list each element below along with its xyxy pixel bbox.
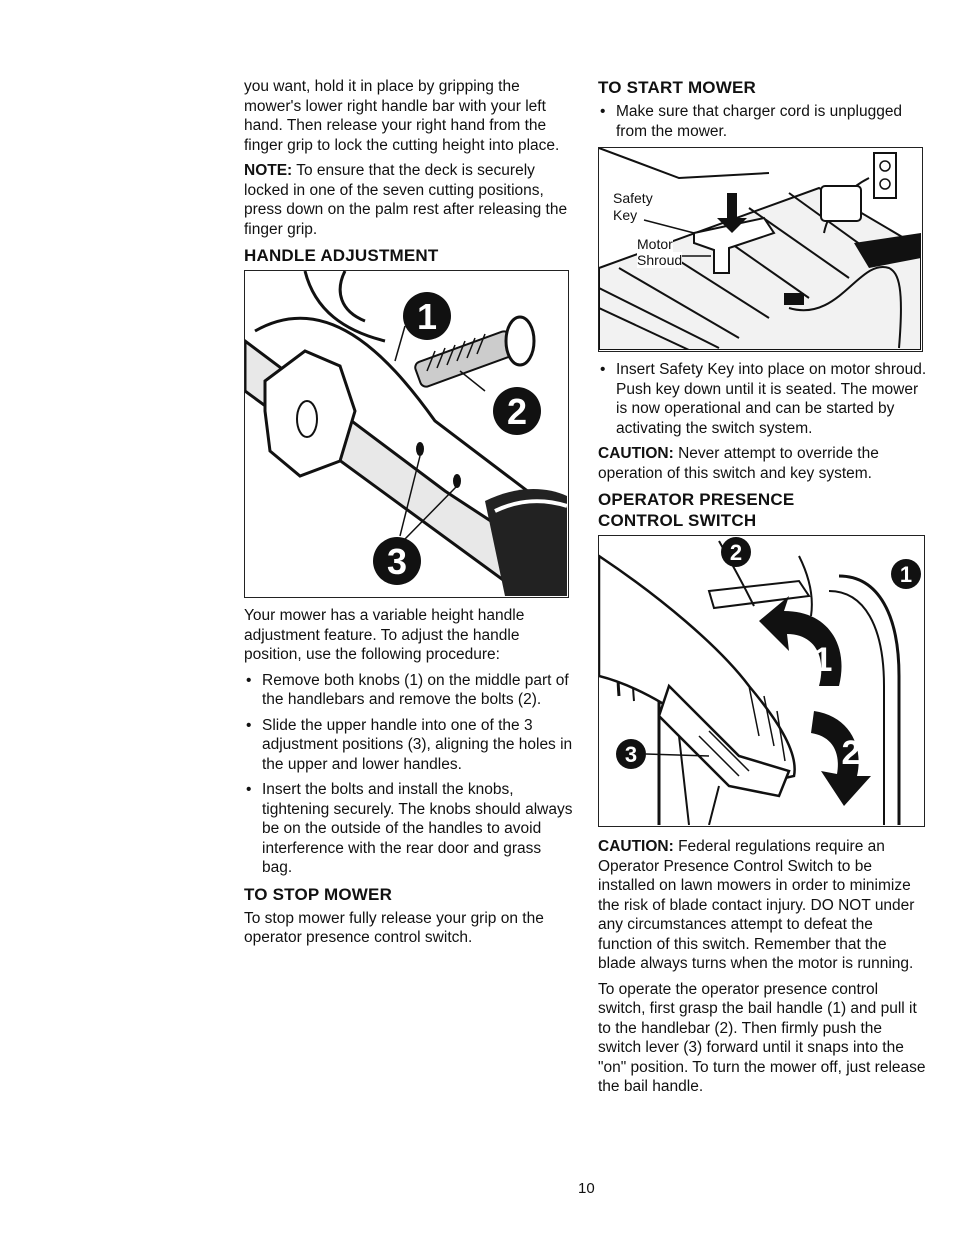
note-paragraph <box>244 161 574 239</box>
page-number: 10 <box>578 1180 595 1197</box>
handle-illustration <box>245 271 567 596</box>
list-item: • Insert the bolts and install the knobs, tightening securely. The knobs should always be on the outside of the handles to avoid interference with the rear door and grass bag. <box>244 780 574 878</box>
label-safety: Safety <box>613 190 653 206</box>
callout-1-text: 1 <box>899 562 913 587</box>
start-mower-heading: TO START MOWER <box>598 78 756 97</box>
note-label: NOTE: <box>244 162 293 179</box>
right-column <box>598 77 928 1103</box>
caution-2-paragraph <box>598 837 928 974</box>
handle-adjustment-heading: HANDLE ADJUSTMENT <box>244 246 439 265</box>
opc-heading-line1: OPERATOR PRESENCE <box>598 490 795 509</box>
start-step-1-list <box>598 102 928 141</box>
handle-steps-list <box>244 671 574 878</box>
label-shroud: Shroud <box>637 252 683 268</box>
intro-paragraph: you want, hold it in place by gripping the mower's lower right handle bar with your left hand. Then release your right hand from the finger grip to lock the cutting height into place. <box>244 78 560 154</box>
opc-heading <box>598 489 928 531</box>
callout-2-text: 2 <box>729 540 743 565</box>
callout-3-text: 3 <box>386 541 408 582</box>
left-column <box>244 77 574 954</box>
opc-switch-figure <box>598 535 925 827</box>
callout-2-text: 2 <box>506 391 528 432</box>
list-item: • Remove both knobs (1) on the middle part of the handlebars and remove the bolts (2). <box>244 671 574 710</box>
safety-key-figure <box>598 147 923 352</box>
caution-2-label: CAUTION: <box>598 838 674 855</box>
caution-1-paragraph <box>598 444 928 483</box>
caution-1-text: Never attempt to override the operation of this switch and key system. <box>598 445 879 482</box>
list-item: • Slide the upper handle into one of the 3 adjustment positions (3), aligning the holes in the upper and lower handles. <box>244 716 574 775</box>
callout-1-text: 1 <box>416 296 438 337</box>
opc-illustration <box>599 536 923 825</box>
list-item: • Make sure that charger cord is unplugged from the mower. <box>598 102 928 141</box>
opc-heading-line2: CONTROL SWITCH <box>598 511 757 530</box>
note-text: To ensure that the deck is securely locked in one of the seven cutting positions, press down on the palm rest after releasing the finger grip. <box>244 162 568 238</box>
start-step-2-list <box>598 360 928 438</box>
stop-mower-heading: TO STOP MOWER <box>244 884 393 904</box>
handle-intro-paragraph: Your mower has a variable height handle adjustment feature. To adjust the handle position, use the following procedure: <box>244 607 525 663</box>
stop-mower-paragraph: To stop mower fully release your grip on the operator presence control switch. <box>244 909 544 946</box>
list-item: • Insert Safety Key into place on motor shroud. Push key down until it is seated. The mower is now operational and can be started by activating the switch system. <box>598 360 928 438</box>
operate-paragraph: To operate the operator presence control switch, first grasp the bail handle (1) and pull it to the handlebar (2). Then firmly push the switch lever (3) forward until it snaps into the "on" position. To turn the mower off, just release the bail handle. <box>598 980 926 1095</box>
arrow-1-text: 1 <box>813 641 833 679</box>
handle-adjustment-figure <box>244 270 569 598</box>
label-key: Key <box>613 207 638 223</box>
callout-3-text: 3 <box>624 742 638 767</box>
label-motor: Motor <box>637 236 673 252</box>
caution-2-text: Federal regulations require an Operator Presence Control Switch to be installed on lawn mowers in order to minimize the risk of blade contact injury. DO NOT under any circumstances attempt to defeat the function of this switch. Remember that the blade always turns when the motor is running. <box>598 838 915 972</box>
caution-1-label: CAUTION: <box>598 445 674 462</box>
arrow-2-text: 2 <box>841 734 861 772</box>
